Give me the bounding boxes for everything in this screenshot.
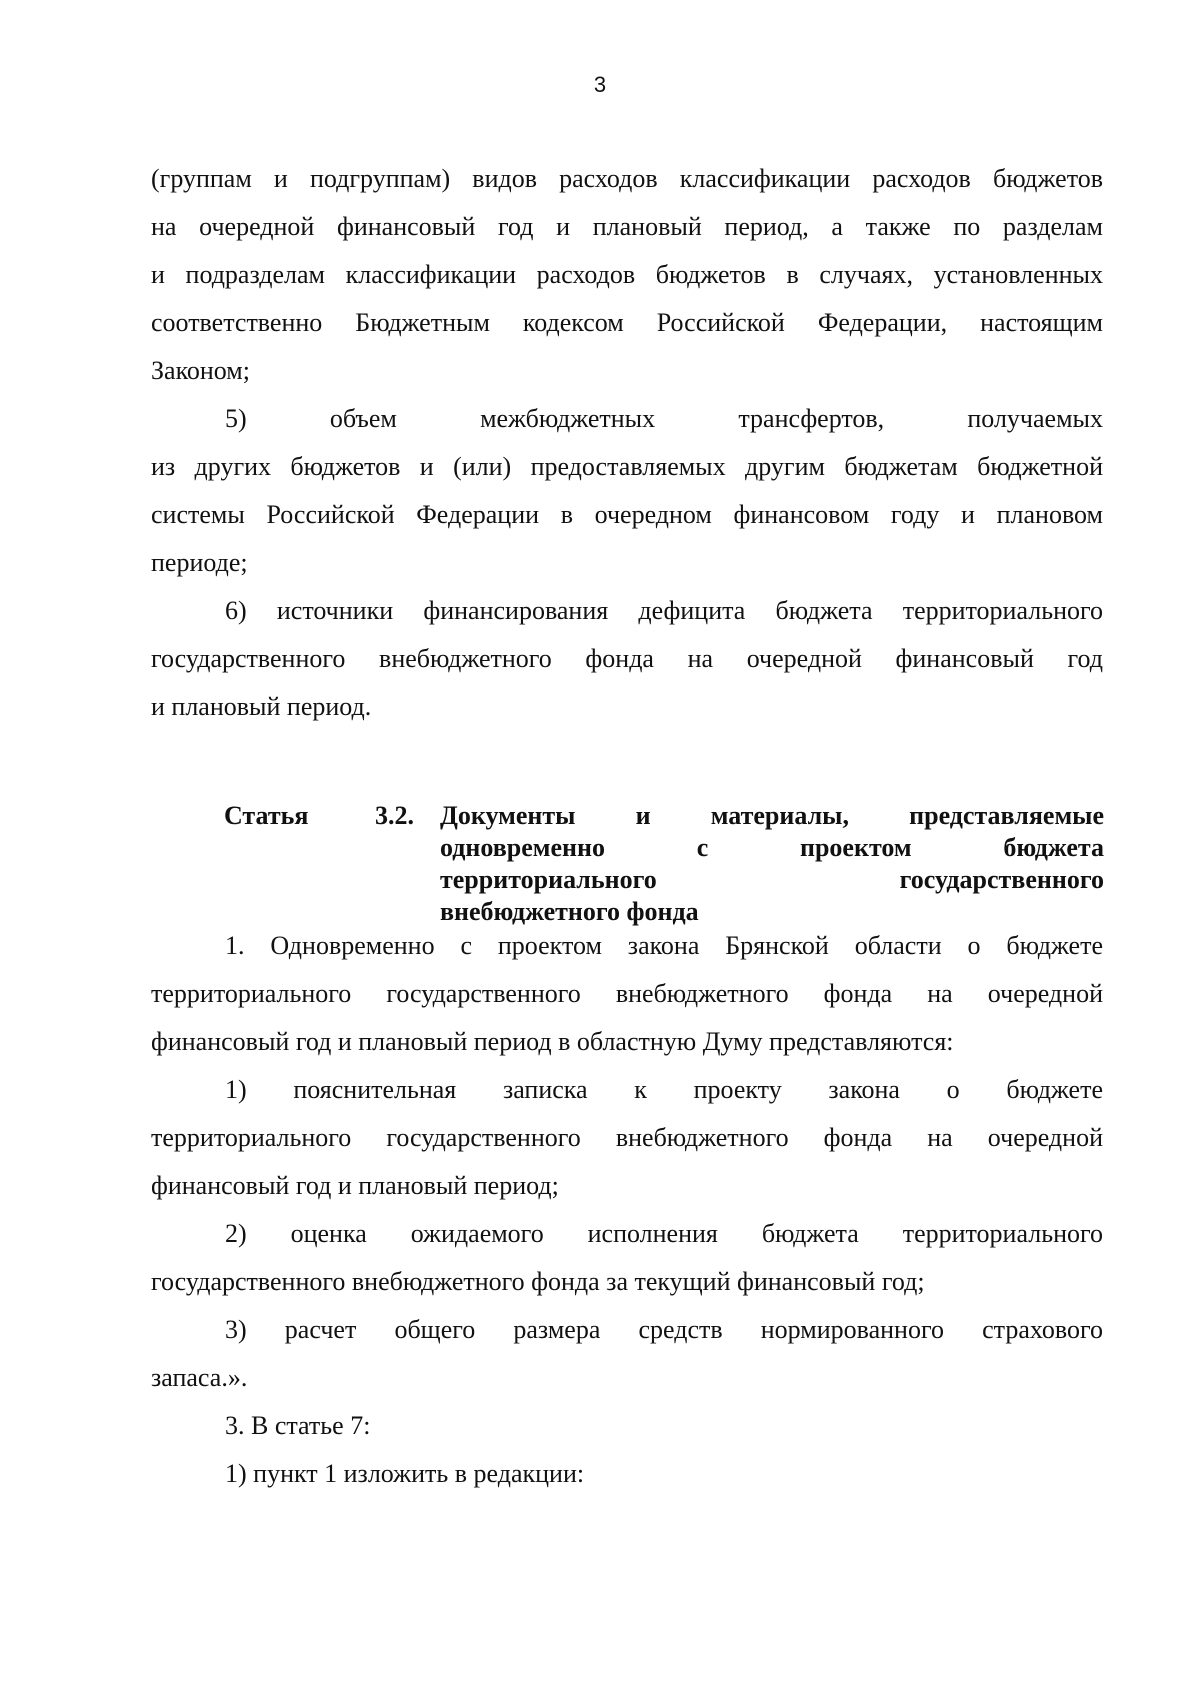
article-title-line: Документы и материалы, представляемые: [440, 801, 1104, 830]
text-line: финансовый год и плановый период в областную Думу представляются:: [151, 1027, 954, 1056]
text-line: территориального государственного внебюджетного фонда на очередной: [151, 979, 1103, 1008]
article-label: [224, 800, 414, 832]
text-line: периоде;: [151, 548, 248, 577]
text-line: из других бюджетов и (или) предоставляемых другим бюджетам бюджетной: [151, 452, 1103, 481]
text-line: и плановый период.: [151, 692, 372, 721]
text-line: соответственно Бюджетным кодексом Российской Федерации, настоящим: [151, 308, 1103, 337]
text-line: запаса.».: [151, 1363, 248, 1392]
list-item-1: 1) пояснительная записка к проекту закона о бюджете: [225, 1075, 1103, 1104]
text-line: системы Российской Федерации в очередном финансовом году и плановом: [151, 500, 1103, 529]
text-line: (группам и подгруппам) видов расходов классификации расходов бюджетов: [151, 164, 1103, 193]
text-line: 1) пункт 1 изложить в редакции:: [225, 1459, 585, 1488]
article-title-line: территориального государственного: [440, 865, 1104, 894]
list-item-6: 6) источники финансирования дефицита бюджета территориального: [225, 596, 1103, 625]
article-label-number: 3.2.: [375, 801, 414, 830]
text-line: Законом;: [151, 356, 250, 385]
list-item-3: 3) расчет общего размера средств нормированного страхового: [225, 1315, 1103, 1344]
text-line: финансовый год и плановый период;: [151, 1171, 559, 1200]
list-item-5: 5) объем межбюджетных трансфертов, получаемых: [225, 404, 1103, 433]
text-line: на очередной финансовый год и плановый период, а также по разделам: [151, 212, 1103, 241]
text-line: государственного внебюджетного фонда за текущий финансовый год;: [151, 1267, 925, 1296]
page-number: 3: [593, 72, 607, 97]
section-heading: 3. В статье 7:: [225, 1411, 371, 1440]
text-line: территориального государственного внебюджетного фонда на очередной: [151, 1123, 1103, 1152]
article-title-line: внебюджетного фонда: [440, 897, 699, 926]
article-title: [440, 800, 1104, 928]
list-item-2: 2) оценка ожидаемого исполнения бюджета территориального: [225, 1219, 1103, 1248]
paragraph-1: 1. Одновременно с проектом закона Брянской области о бюджете: [225, 931, 1103, 960]
article-title-line: одновременно с проектом бюджета: [440, 833, 1104, 862]
text-line: и подразделам классификации расходов бюджетов в случаях, установленных: [151, 260, 1103, 289]
text-line: государственного внебюджетного фонда на очередной финансовый год: [151, 644, 1103, 673]
article-label-word: Статья: [224, 801, 309, 830]
